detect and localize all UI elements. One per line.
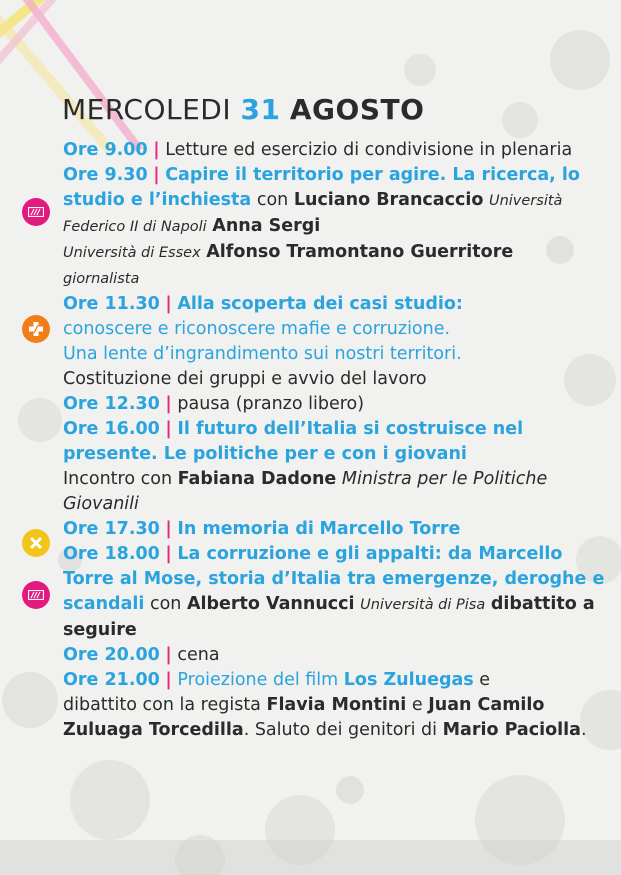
page-title [62,93,424,126]
event-title: In memoria di [177,519,314,539]
event-1800 [63,542,608,643]
speaker-affiliation: Università di Pisa [360,597,486,613]
schedule [63,138,608,743]
separator: | [165,544,172,564]
pink-ticket-icon [22,581,50,609]
separator: | [165,670,172,690]
speaker-affiliation: Università Federico II di Napoli [63,193,563,235]
title-weekday: MERCOLEDI [62,93,232,126]
event-1130 [63,292,608,392]
separator: | [153,165,160,185]
title-day: 31 [240,93,281,126]
event-0900 [63,138,608,163]
speaker-affiliation: giornalista [63,271,140,287]
event-time: Ore 11.30 [63,294,160,314]
speaker-affiliation: Università di Essex [63,245,201,261]
event-time: Ore 12.30 [63,394,160,414]
yellow-x-icon [22,529,50,557]
event-title: Alla scoperta dei casi studio: [177,294,463,314]
film-title: Los Zuluegas [343,670,474,690]
event-end: . [580,720,587,740]
pink-ticket-icon [22,198,50,226]
event-1230 [63,392,608,417]
event-con: con [149,594,182,614]
speaker-name: Flavia Montini [266,695,407,715]
event-time: Ore 20.00 [63,645,160,665]
event-time: Ore 9.00 [63,140,148,160]
event-title: La corruzione e gli appalti: da Marcello Torre al Mose, storia d’Italia tra emergenze, deroghe e scandali [63,544,605,614]
event-subtitle: Una lente d’ingrandimento sui nostri territori. [63,344,462,364]
event-text: Incontro con [63,469,173,489]
separator: | [165,519,172,539]
speaker-name: Luciano Brancaccio [293,190,484,210]
event-2100 [63,668,608,743]
orange-cross-icon [22,315,50,343]
event-con: con [256,190,289,210]
separator: | [153,140,160,160]
event-time: Ore 17.30 [63,519,160,539]
event-subtitle: conoscere e riconoscere mafie e corruzione. [63,319,451,339]
event-time: Ore 21.00 [63,670,160,690]
event-note: dibattito a seguire [63,594,595,640]
event-title: Capire il territorio per agire. La ricerca, lo studio e l’inchiesta [63,165,580,210]
speaker-name: Alfonso Tramontano Guerritore [206,242,514,262]
separator: | [165,419,172,439]
memorial-name: Mario Paciolla [442,720,581,740]
event-conjunction: e [411,695,423,715]
event-text: dibattito con la regista [63,695,261,715]
corner-stripes-decoration [0,0,160,160]
title-month: AGOSTO [289,93,425,126]
speaker-role: Ministra per le Politiche Giovanili [63,469,548,514]
event-time: Ore 18.00 [63,544,160,564]
event-title: Il futuro dell’Italia si costruisce nel presente. Le politiche per e con i giovani [63,419,524,464]
event-1600 [63,417,608,517]
speaker-name: Fabiana Dadone [177,469,337,489]
event-text: Costituzione dei gruppi e avvio del lavoro [63,369,427,389]
event-1730 [63,517,608,542]
speaker-name: Anna Sergi [212,216,321,236]
memorial-name: Marcello Torre [319,519,461,539]
event-text: . Saluto dei genitori di [243,720,438,740]
event-0930 [63,163,608,292]
event-title: Proiezione del film [177,670,339,690]
speaker-name: Juan Camilo Zuluaga Torcedilla [63,695,545,740]
event-text: Letture ed esercizio di condivisione in plenaria [165,140,573,160]
separator: | [165,645,172,665]
event-text: cena [177,645,220,665]
event-2000 [63,643,608,668]
event-text: pausa (pranzo libero) [177,394,365,414]
separator: | [165,394,172,414]
separator: | [165,294,172,314]
event-conjunction: e [479,670,491,690]
event-time: Ore 16.00 [63,419,160,439]
speaker-name: Alberto Vannucci [186,594,355,614]
event-time: Ore 9.30 [63,165,148,185]
